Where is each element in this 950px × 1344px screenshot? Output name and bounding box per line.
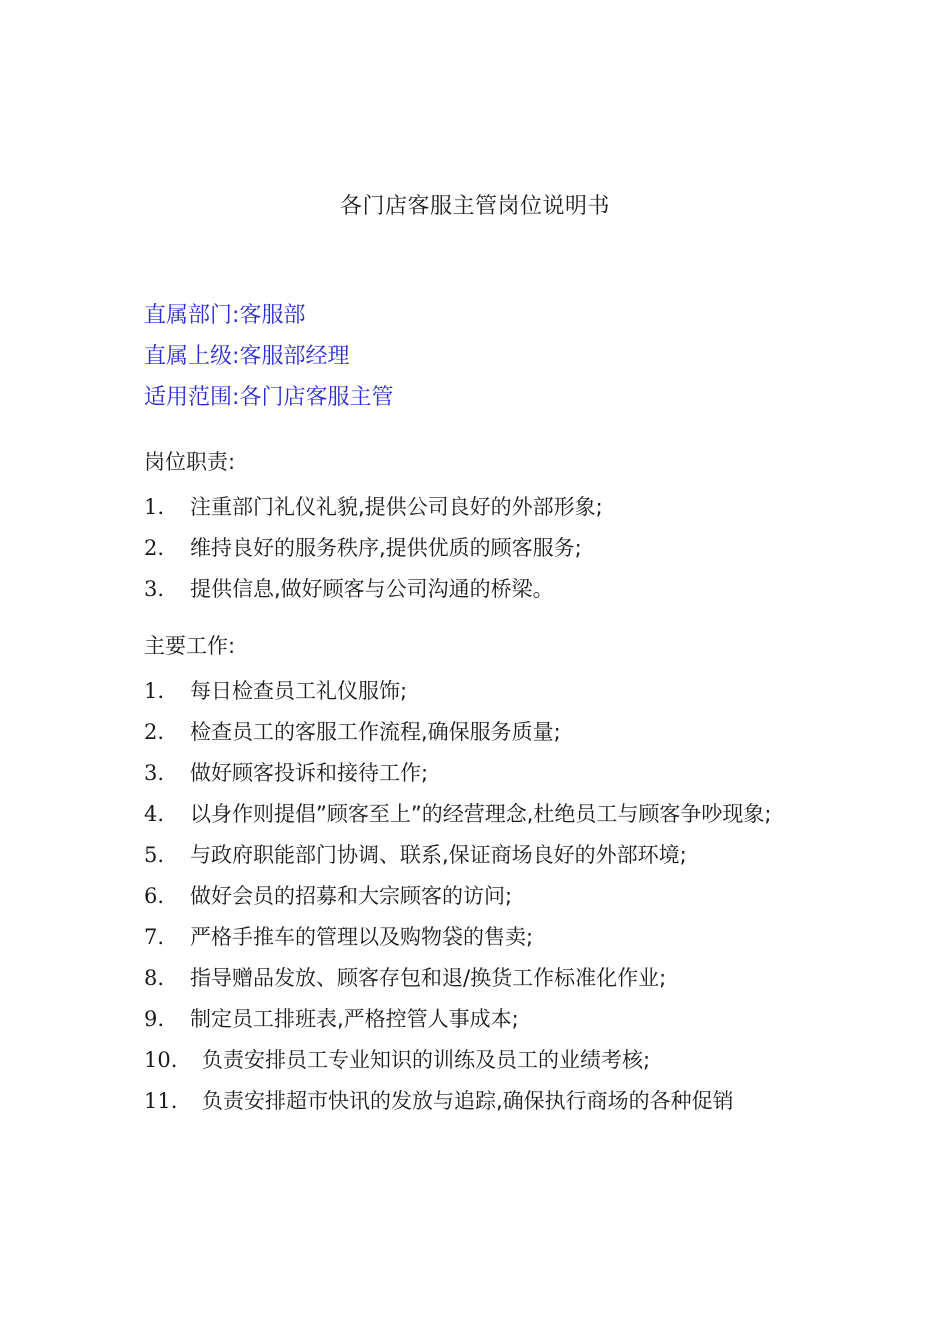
meta-separator: : (232, 344, 240, 369)
list-item (144, 487, 824, 528)
meta-value: 各门店客服主管 (239, 385, 394, 410)
item-number: 7. (144, 925, 165, 949)
meta-separator: : (232, 385, 240, 410)
meta-supervisor (144, 341, 393, 382)
item-text: 提供信息,做好顾客与公司沟通的桥梁。 (190, 577, 554, 601)
item-text: 检查员工的客服工作流程,确保服务质量; (190, 720, 561, 744)
list-item (144, 712, 824, 753)
meta-label: 直属上级 (144, 344, 233, 369)
item-text: 以身作则提倡”顾客至上”的经营理念,杜绝员工与顾客争吵现象; (190, 802, 772, 826)
list-item (144, 958, 824, 999)
list-item (144, 569, 824, 610)
item-number: 6. (144, 884, 165, 908)
item-number: 5. (144, 843, 165, 867)
list-item (144, 671, 824, 712)
list-item (144, 876, 824, 917)
item-number: 2. (144, 720, 165, 744)
item-number: 8. (144, 966, 165, 990)
item-number: 2. (144, 536, 165, 560)
item-text: 做好顾客投诉和接待工作; (190, 761, 429, 785)
duties-heading: 岗位职责: (144, 450, 236, 474)
item-text: 做好会员的招募和大宗顾客的访问; (190, 884, 513, 908)
duties-section (144, 446, 824, 610)
item-text: 每日检查员工礼仪服饰; (190, 679, 408, 703)
meta-value: 客服部 (239, 303, 306, 328)
item-text: 指导赠品发放、顾客存包和退/换货工作标准化作业; (190, 966, 667, 990)
meta-department (144, 300, 393, 341)
meta-label: 直属部门 (144, 303, 233, 328)
document-title: 各门店客服主管岗位说明书 (339, 194, 610, 219)
works-section (144, 630, 824, 1122)
item-number: 1. (144, 495, 165, 519)
item-text: 负责安排员工专业知识的训练及员工的业绩考核; (202, 1048, 651, 1072)
list-item (144, 1040, 824, 1081)
list-item (144, 528, 824, 569)
works-heading: 主要工作: (144, 634, 236, 658)
item-text: 严格手推车的管理以及购物袋的售卖; (190, 925, 534, 949)
list-item (144, 999, 824, 1040)
item-number: 1. (144, 679, 165, 703)
meta-label: 适用范围 (144, 385, 233, 410)
list-item (144, 1081, 824, 1122)
item-number: 3. (144, 761, 165, 785)
list-item (144, 794, 809, 835)
item-text: 维持良好的服务秩序,提供优质的顾客服务; (190, 536, 582, 560)
item-number: 11. (144, 1089, 178, 1113)
meta-scope (144, 382, 393, 423)
list-item (144, 917, 824, 958)
item-number: 9. (144, 1007, 165, 1031)
item-number: 3. (144, 577, 165, 601)
list-item (144, 835, 824, 876)
item-number: 4. (144, 802, 165, 826)
meta-value: 客服部经理 (239, 344, 350, 369)
item-number: 10. (144, 1048, 178, 1072)
item-text: 负责安排超市快讯的发放与追踪,确保执行商场的各种促销 (202, 1089, 734, 1113)
item-text: 制定员工排班表,严格控管人事成本; (190, 1007, 519, 1031)
item-text: 注重部门礼仪礼貌,提供公司良好的外部形象; (190, 495, 603, 519)
list-item (144, 753, 824, 794)
item-text: 与政府职能部门协调、联系,保证商场良好的外部环境; (190, 843, 687, 867)
meta-separator: : (232, 303, 240, 328)
meta-block (144, 300, 393, 423)
